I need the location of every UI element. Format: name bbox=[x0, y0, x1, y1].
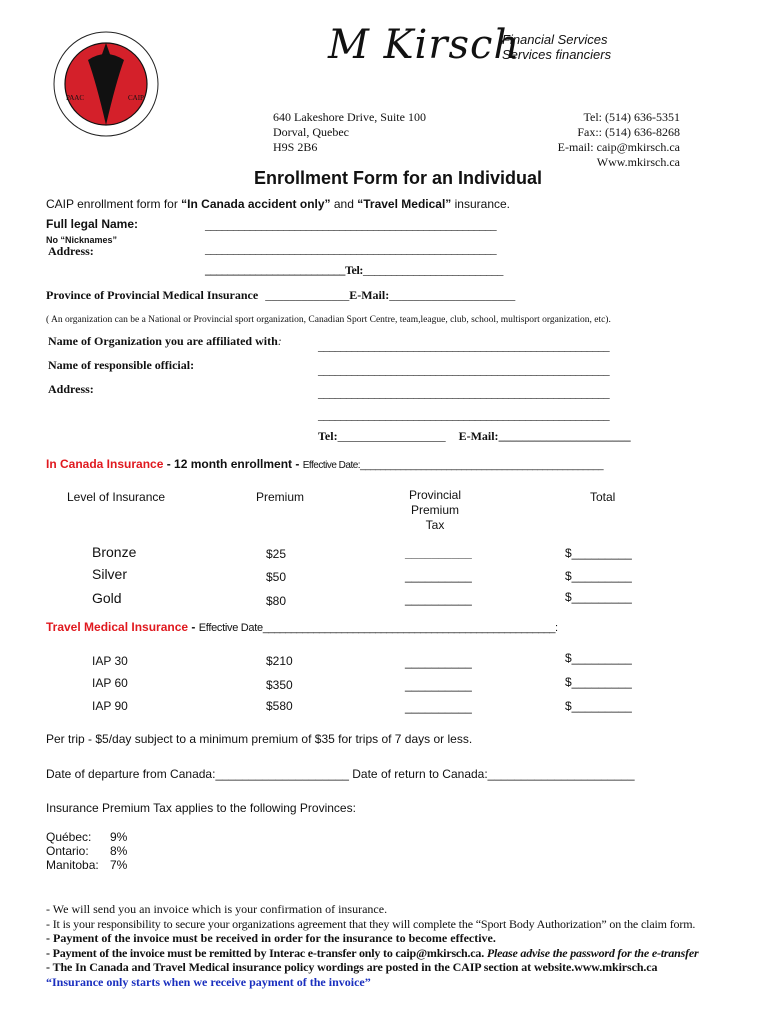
contact-email: E-mail: caip@mkirsch.ca bbox=[557, 140, 680, 154]
official-label: Name of responsible official: bbox=[48, 358, 195, 372]
org-address-label: Address: bbox=[48, 382, 94, 396]
per-trip-note: Per trip - $5/day subject to a minimum premium of $35 for trips of 7 days or less. bbox=[46, 732, 473, 746]
province-label: Province of Provincial Medical Insurance bbox=[46, 288, 259, 302]
brand-sub-en: Financial Services bbox=[502, 32, 608, 47]
tax-silver-field[interactable]: __________ bbox=[405, 569, 472, 583]
premium-iap90: $580 bbox=[266, 699, 293, 713]
address-line-1: 640 Lakeshore Drive, Suite 100 bbox=[273, 110, 426, 124]
total-iap60-field[interactable]: $_________ bbox=[565, 675, 632, 689]
in-canada-effective-label: Effective Date: bbox=[302, 460, 361, 471]
total-iap90-field[interactable]: $_________ bbox=[565, 699, 632, 713]
company-contact bbox=[558, 110, 680, 170]
form-title: Enrollment Form for an Individual bbox=[254, 168, 543, 188]
travel-heading-dash: - bbox=[188, 620, 199, 634]
province-field[interactable]: ______________ bbox=[265, 288, 350, 302]
footer-line-agreement: - It is your responsibility to secure your organizations agreement that they will complete the “Sport Body Authorization” on the claim form. bbox=[46, 916, 696, 931]
total-gold-field[interactable]: $_________ bbox=[565, 590, 632, 604]
premium-iap60: $350 bbox=[266, 678, 293, 692]
col-tax-line-1: Provincial bbox=[408, 488, 462, 502]
departure-label: Date of departure from Canada: bbox=[46, 767, 216, 781]
premium-bronze: $25 bbox=[266, 547, 287, 561]
col-tax-line-3: Tax bbox=[425, 518, 445, 532]
form-intro bbox=[46, 197, 510, 211]
address-label: Address: bbox=[48, 244, 94, 258]
official-field[interactable]: ____________________________________________________ bbox=[318, 363, 610, 377]
footer-line-interac bbox=[46, 946, 699, 961]
org-name-colon: : bbox=[277, 334, 282, 348]
footer-interac-text: - Payment of the invoice must be remitted by Interac e-transfer only to caip@mkirsch.ca. bbox=[46, 945, 485, 960]
footer-line-invoice: - We will send you an invoice which is your confirmation of insurance. bbox=[46, 902, 388, 916]
col-level-header: Level of Insurance bbox=[67, 490, 166, 504]
premium-silver: $50 bbox=[266, 570, 287, 584]
org-address-field-1[interactable]: ____________________________________________________ bbox=[318, 386, 610, 400]
email-label: E-Mail: bbox=[349, 288, 390, 302]
tax-iap90-field[interactable]: __________ bbox=[405, 700, 472, 714]
address-field-2-blank[interactable]: _________________________ bbox=[205, 263, 346, 277]
province-ontario: Ontario: bbox=[46, 844, 89, 858]
col-tax-header bbox=[395, 488, 475, 533]
intro-prefix: CAIP enrollment form for bbox=[46, 197, 182, 211]
travel-effective-field[interactable]: ____________________________________________________: bbox=[262, 622, 558, 634]
list-item bbox=[46, 830, 127, 844]
address-field-1[interactable]: ____________________________________________________ bbox=[205, 242, 497, 256]
travel-effective-label: Effective Date bbox=[198, 622, 263, 634]
level-bronze: Bronze bbox=[92, 544, 137, 560]
province-manitoba: Manitoba: bbox=[46, 858, 99, 872]
org-email-label: E-Mail: bbox=[458, 429, 499, 443]
footer-line-starts: “Insurance only starts when we receive payment of the invoice” bbox=[46, 974, 371, 989]
email-field[interactable]: _____________________ bbox=[389, 288, 516, 302]
travel-heading bbox=[46, 620, 558, 634]
contact-tel: Tel: (514) 636-5351 bbox=[583, 110, 680, 124]
brand-name: M Kirsch bbox=[328, 22, 521, 68]
total-iap30-field[interactable]: $_________ bbox=[565, 651, 632, 665]
premium-iap30: $210 bbox=[266, 654, 293, 668]
org-address-field-2[interactable]: ____________________________________________________ bbox=[318, 408, 610, 422]
tax-iap30-field[interactable]: __________ bbox=[405, 655, 472, 669]
org-name-field[interactable]: ____________________________________________________ bbox=[318, 339, 610, 353]
return-label: Date of return to Canada: bbox=[348, 767, 488, 781]
premium-gold: $80 bbox=[266, 594, 287, 608]
contact-fax: Fax:: (514) 636-8268 bbox=[577, 125, 680, 139]
no-nicknames-note: No “Nicknames” bbox=[46, 235, 118, 245]
contact-web: Www.mkirsch.ca bbox=[596, 155, 680, 169]
departure-field[interactable]: ____________________ bbox=[215, 767, 349, 781]
org-name-label-text: Name of Organization you are affiliated with bbox=[48, 334, 278, 348]
tax-bronze-field[interactable]: __________ bbox=[405, 546, 472, 560]
caip-logo bbox=[52, 30, 160, 138]
full-name-label: Full legal Name: bbox=[46, 217, 139, 231]
level-iap90: IAP 90 bbox=[92, 699, 128, 713]
tax-heading: Insurance Premium Tax applies to the following Provinces: bbox=[46, 801, 356, 815]
footer-line-wordings: - The In Canada and Travel Medical insurance policy wordings are posted in the CAIP section at website.www.mkirsch.ca bbox=[46, 960, 658, 975]
tax-gold-field[interactable]: __________ bbox=[405, 592, 472, 606]
level-silver: Silver bbox=[92, 566, 128, 582]
in-canada-heading-term: - 12 month enrollment - bbox=[163, 457, 303, 471]
intro-travel: “Travel Medical” bbox=[357, 197, 452, 211]
address-field-2 bbox=[205, 263, 503, 278]
tax-iap60-field[interactable]: __________ bbox=[405, 678, 472, 692]
rate-quebec: 9% bbox=[110, 830, 128, 844]
intro-mid: and bbox=[330, 197, 358, 211]
list-item bbox=[46, 858, 127, 872]
org-email-field[interactable]: ______________________ bbox=[498, 429, 631, 443]
total-bronze-field[interactable]: $_________ bbox=[565, 546, 632, 560]
footer-notes bbox=[46, 902, 699, 990]
level-iap60: IAP 60 bbox=[92, 676, 128, 690]
intro-suffix: insurance. bbox=[451, 197, 510, 211]
level-gold: Gold bbox=[92, 590, 122, 606]
in-canada-heading bbox=[46, 457, 603, 471]
in-canada-heading-red: In Canada Insurance bbox=[46, 457, 164, 471]
col-total-header: Total bbox=[590, 490, 616, 504]
travel-heading-red: Travel Medical Insurance bbox=[46, 620, 189, 634]
travel-dates-row bbox=[46, 767, 635, 781]
return-field[interactable]: ______________________ bbox=[487, 767, 635, 781]
organization-note: ( An organization can be a National or Provincial sport organization, Canadian Sport Centre, team,league, club, school, multisport organization, etc). bbox=[46, 315, 611, 325]
total-silver-field[interactable]: $_________ bbox=[565, 569, 632, 583]
level-iap30: IAP 30 bbox=[92, 654, 128, 668]
org-tel-field[interactable]: __________________ bbox=[337, 429, 446, 443]
address-line-3: H9S 2B6 bbox=[273, 140, 318, 154]
province-quebec: Québec: bbox=[46, 830, 92, 844]
tax-list bbox=[46, 830, 127, 872]
org-tel-label: Tel: bbox=[318, 429, 338, 443]
col-tax-line-2: Premium bbox=[410, 503, 459, 517]
tel-field[interactable]: _________________________ bbox=[362, 263, 503, 277]
org-name-label bbox=[48, 334, 282, 349]
org-contact-row bbox=[318, 429, 631, 444]
footer-password-note: Please advise the password for the e-transfer bbox=[484, 945, 699, 960]
rate-ontario: 8% bbox=[110, 844, 128, 858]
in-canada-effective-field[interactable]: ________________________________________________ bbox=[360, 460, 604, 471]
col-premium-header: Premium bbox=[256, 490, 305, 504]
company-address bbox=[273, 110, 426, 155]
intro-in-canada: “In Canada accident only” bbox=[181, 197, 331, 211]
address-line-2: Dorval, Quebec bbox=[273, 125, 349, 139]
province-row bbox=[46, 288, 515, 303]
tel-label: Tel: bbox=[345, 263, 363, 277]
footer-line-payment: - Payment of the invoice must be received in order for the insurance to become effective. bbox=[46, 931, 496, 946]
logo-right-text: CAIP bbox=[128, 94, 144, 102]
full-name-field[interactable]: ____________________________________________________ bbox=[205, 218, 497, 232]
rate-manitoba: 7% bbox=[110, 858, 128, 872]
caip-seal-icon bbox=[52, 30, 160, 138]
list-item bbox=[46, 844, 127, 858]
brand-sub-fr: Services financiers bbox=[502, 47, 612, 62]
logo-left-text: PAAC bbox=[66, 94, 85, 102]
